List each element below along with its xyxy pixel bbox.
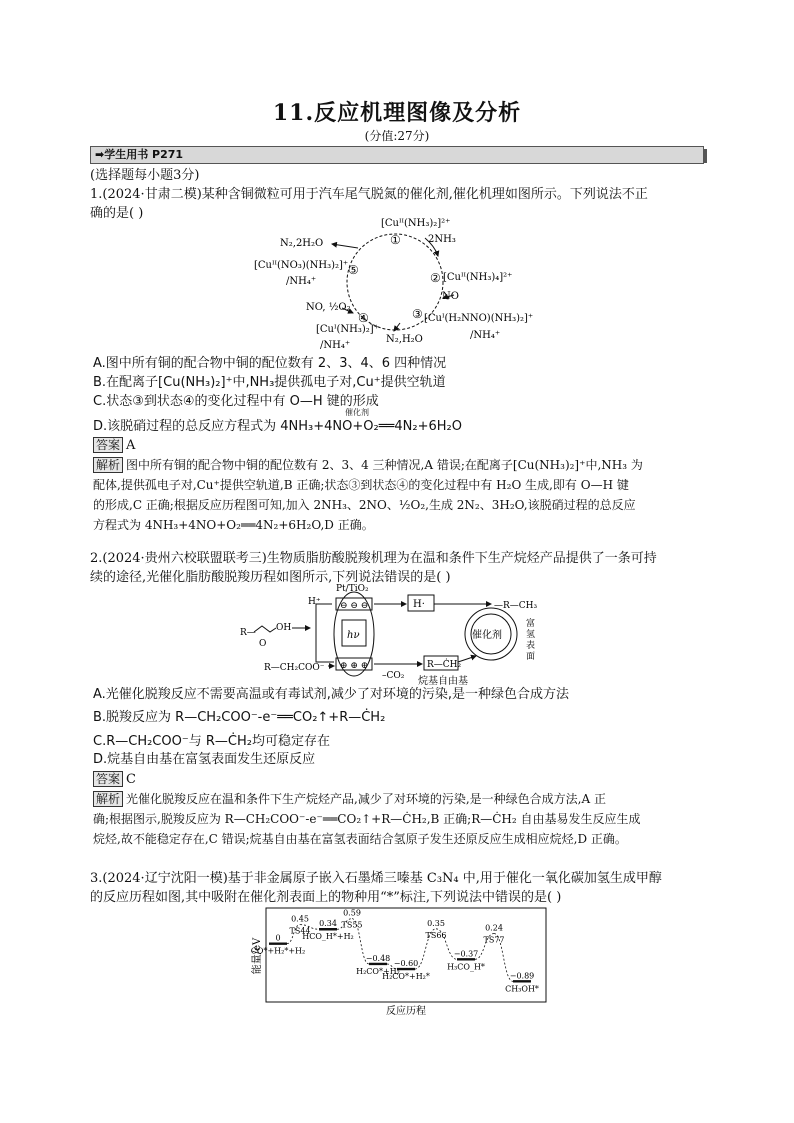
q2-h-plus-label: H⁺ [308, 597, 321, 607]
q2-photocatalysis-diagram [236, 582, 566, 686]
energy-value-label-4: 0.59 [343, 908, 361, 918]
q1-answer-value: A [126, 438, 136, 453]
energy-value-label-1: 0 [275, 933, 281, 943]
q1-input-2nh3: 2NH₃ [428, 234, 456, 245]
q2-analysis-line-2: 确;根据图示,脱羧反应为 R—CH₂COO⁻-e⁻══CO₂↑+R—ĊH₂,B 正确;R—ĊH₂ 自由基易发生反应生成 [93, 812, 641, 826]
species-label-6: H₂CO*+H₂* [382, 972, 430, 982]
q2-rich-h-surface-4: 面 [526, 652, 536, 662]
q2-carboxylate-label: R—CH₂COO⁻ [264, 663, 325, 673]
q1-species-4-counterion: /NH₄⁺ [320, 340, 351, 350]
q2-acid-r-label: R— [240, 628, 256, 638]
q1-option-c: C.状态③到状态④的变化过程中有 O—H 键的形成 [93, 394, 379, 409]
q2-hv-label: hν [347, 630, 360, 641]
q2-option-a: A.光催化脱羧反应不需要高温或有毒试剂,减少了对环境的污染,是一种绿色合成方法 [93, 687, 570, 702]
energy-value-label-5: −0.48 [365, 953, 391, 963]
q2-answer-value: C [126, 772, 136, 787]
species-label-10: CH₃OH* [505, 984, 539, 994]
q1-analysis [93, 455, 705, 535]
energy-value-label-6: −0.60 [393, 959, 419, 969]
q1-input-no-half-o2: NO, ½O₂ [306, 302, 351, 313]
species-label-5: H₂CO*+H₂ [356, 966, 400, 976]
q2-alkane-product: —R—CH₃ [494, 601, 538, 611]
energy-value-label-9: 0.24 [485, 923, 503, 933]
question-type-note: (选择题每小题3分) [90, 168, 200, 183]
q2-rich-h-surface-2: 氢 [526, 630, 536, 640]
q1-catalyst-over-arrow: 催化剂 [345, 408, 369, 417]
q1-species-1: [Cuᴵᴵ(NH₃)₂]²⁺ [381, 218, 451, 229]
energy-value-label-10: −0.89 [509, 971, 535, 981]
q1-answer [93, 437, 135, 454]
q2-h-radical-label: H· [413, 599, 425, 610]
q1-stem-line-1: 1.(2024·甘肃二模)某种含铜微粒可用于汽车尾气脱氮的催化剂,催化机理如图所示。下列说法不正 [90, 187, 648, 202]
q3-stem-line-1: 3.(2024·辽宁沈阳一模)基于非金属原子嵌入石墨烯三嗪基 C₃N₄ 中,用于催化一氧化碳加氢生成甲醇 [90, 871, 662, 886]
species-label-9: TS77 [483, 935, 505, 945]
species-label-1: CO*+H₂*+H₂ [250, 946, 306, 956]
q1-output-n2-2h2o: N₂,2H₂O [280, 238, 324, 249]
q3-energy-profile-chart [248, 906, 550, 1018]
species-label-7: TS66 [425, 930, 447, 940]
q2-rich-h-surface-1: 富 [526, 619, 536, 629]
species-label-2: TS44 [289, 926, 311, 936]
q2-analysis-line-1: 光催化脱羧反应在温和条件下生产烷烃产品,减少了对环境的污染,是一种绿色合成方法,A 正 [126, 792, 606, 806]
q1-state-3: ③ [412, 307, 423, 321]
species-label-4: TS55 [341, 920, 363, 930]
q1-catalytic-cycle-diagram [250, 218, 550, 350]
energy-value-label-7: 0.35 [427, 918, 445, 928]
q1-state-5: ⑤ [348, 263, 359, 277]
q2-option-c: C.R—CH₂COO⁻与 R—ĊH₂均可稳定存在 [93, 734, 330, 749]
species-label-8: H₃CO_H* [447, 962, 485, 972]
q2-acid-oh-label: OH [276, 623, 292, 633]
q1-state-1: ① [390, 233, 401, 247]
q1-species-3-counterion: /NH₄⁺ [470, 330, 501, 341]
q1-species-3: [Cuᴵ(H₂NNO)(NH₃)₂]⁺ [424, 313, 534, 324]
q2-stem-line-1: 2.(2024·贵州六校联盟联考三)生物质脂肪酸脱羧机理为在温和条件下生产烷烃产品提供了一条可持 [90, 551, 657, 566]
q2-analysis-line-3: 烷烃,故不能稳定存在,C 错误;烷基自由基在富氢表面结合氢原子发生还原反应生成相应烷烃,D 正确。 [93, 832, 627, 846]
q2-catalyst-label: 催化剂 [472, 630, 502, 641]
q1-species-2: [Cuᴵᴵ(NH₃)₄]²⁺ [443, 272, 513, 283]
q1-input-no: NO [442, 291, 459, 302]
score-note: (分值:27分) [364, 129, 430, 143]
q2-option-d: D.烷基自由基在富氢表面发生还原反应 [93, 752, 316, 767]
q2-stem-line-2: 续的途径,光催化脂肪酸脱羧历程如图所示,下列说法错误的是( ) [90, 570, 451, 585]
q1-species-5: [Cuᴵᴵ(NO₃)(NH₃)₂]⁺ [254, 260, 349, 271]
q1-analysis-tag: 解析 [93, 457, 123, 473]
energy-value-label-2: 0.45 [291, 914, 309, 924]
q2-answer-tag: 答案 [93, 771, 123, 787]
q1-analysis-line-4: 方程式为 4NH₃+4NO+O₂══4N₂+6H₂O,D 正确。 [93, 518, 374, 532]
q1-state-4: ④ [358, 311, 369, 325]
species-label-3: HCO_H*+H₂ [302, 932, 354, 942]
q1-state-2: ② [430, 271, 441, 285]
svg-text:⊕ ⊕ ⊕: ⊕ ⊕ ⊕ [340, 661, 369, 671]
q2-acid-o-label: O [259, 639, 267, 649]
q2-analysis-tag: 解析 [93, 791, 123, 807]
student-book-reference-bar: ➡学生用书 P271 [90, 146, 704, 164]
q2-alkyl-radical-caption: 烷基自由基 [418, 676, 468, 686]
chart-xlabel: 反应历程 [386, 1006, 426, 1017]
energy-value-label-8: −0.37 [453, 949, 479, 959]
q2-alkyl-radical-formula: R—ĊH₂ [427, 660, 462, 670]
q1-option-d: D.该脱硝过程的总反应方程式为 4NH₃+4NO+O₂══4N₂+6H₂O [93, 419, 462, 434]
q3-stem-line-2: 的反应历程如图,其中吸附在催化剂表面上的物种用“*”标注,下列说法中错误的是( ) [90, 890, 562, 905]
q1-species-4: [Cuᴵ(NH₃)₂]⁺ [316, 324, 379, 335]
q1-output-n2-h2o: N₂,H₂O [386, 334, 423, 345]
q1-analysis-line-1: 图中所有铜的配合物中铜的配位数有 2、3、4 三种情况,A 错误;在配离子[Cu(NH₃)₂]⁺中,NH₃ 为 [126, 458, 643, 472]
q1-stem-line-2: 确的是( ) [90, 206, 144, 221]
q1-analysis-line-3: 的形成,C 正确;根据反应历程图可知,加入 2NH₃、2NO、½O₂,生成 2N₂、3H₂O,该脱硝过程的总反应 [93, 498, 636, 512]
q2-option-b: B.脱羧反应为 R—CH₂COO⁻-e⁻══CO₂↑+R—ĊH₂ [93, 710, 386, 725]
q2-rich-h-surface-3: 表 [526, 641, 536, 651]
energy-value-label-3: 0.34 [319, 919, 337, 929]
q1-analysis-line-2: 配体,提供孤电子对,Cu⁺提供空轨道,B 正确;状态③到状态④的变化过程中有 H₂O 生成,即有 O—H 键 [93, 478, 629, 492]
q2-answer [93, 771, 136, 788]
q1-species-5-counterion: /NH₄⁺ [286, 276, 317, 287]
q1-option-a: A.图中所有铜的配合物中铜的配位数有 2、3、4、6 四种情况 [93, 356, 447, 371]
page-title: 11.反应机理图像及分析 [272, 100, 522, 126]
q2-analysis [93, 789, 705, 849]
chart-ylabel: 能量/eV [252, 937, 263, 975]
q1-option-b: B.在配离子[Cu(NH₃)₂]⁺中,NH₃提供孤电子对,Cu⁺提供空轨道 [93, 375, 446, 390]
q2-minus-co2-label: –CO₂ [382, 671, 405, 681]
q2-pt-tio2-label: Pt/TiO₂ [336, 584, 369, 594]
svg-text:⊖ ⊖ ⊖: ⊖ ⊖ ⊖ [340, 601, 369, 611]
q1-answer-tag: 答案 [93, 437, 123, 453]
